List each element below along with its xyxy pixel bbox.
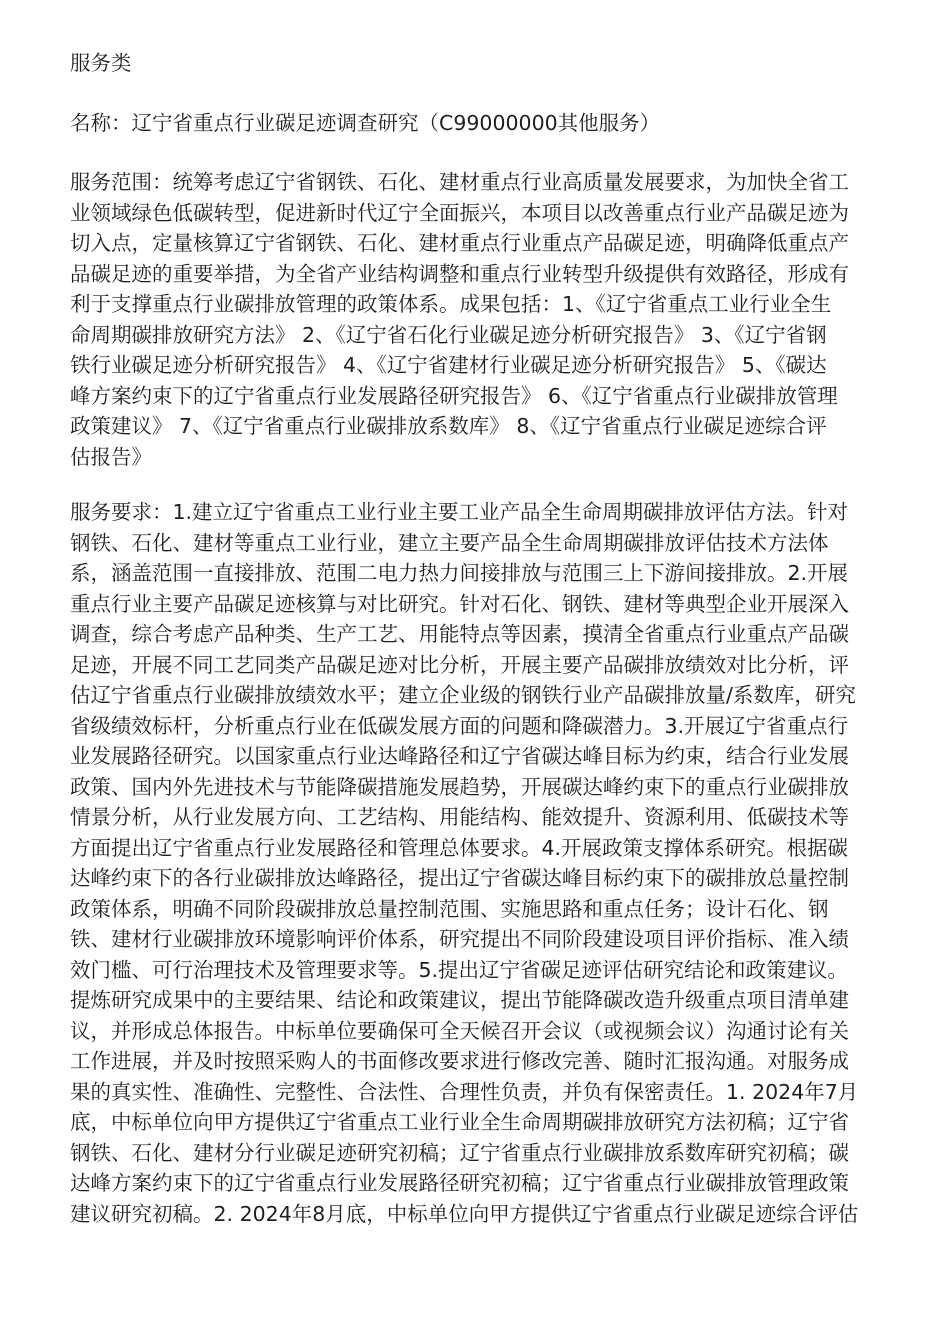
service-requirements-paragraph [70,497,880,1229]
service-requirements-line: 钢铁、石化、建材等重点工业行业，建立主要产品全生命周期碳排放评估技术方法体 [70,530,829,555]
service-requirements-line: 情景分析，从行业发展方向、工艺结构、用能结构、能效提升、资源利用、低碳技术等 [70,805,849,829]
service-requirements-line: 提炼研究成果中的主要结果、结论和政策建议，提出节能降碳改造升级重点项目清单建 [70,988,849,1012]
service-requirements-line: 铁、建材行业碳排放环境影响评价体系，研究提出不同阶段建设项目评价指标、准入绩 [70,927,849,951]
service-requirements-line: 服务要求：1.建立辽宁省重点工业行业主要工业产品全生命周期碳排放评估方法。针对 [70,500,849,524]
service-scope-line: 命周期碳排放研究方法》 2、《辽宁省石化行业碳足迹分析研究报告》 3、《辽宁省钢 [70,322,827,347]
service-requirements-line: 钢铁、石化、建材分行业碳足迹研究初稿；辽宁省重点行业碳排放系数库研究初稿；碳 [70,1140,849,1165]
service-requirements-line: 底，中标单位向甲方提供辽宁省重点工业行业全生命周期碳排放研究方法初稿；辽宁省 [70,1110,849,1134]
service-requirements-line: 果的真实性、准确性、完整性、合法性、合理性负责，并负有保密责任。1. 2024年7月 [70,1079,859,1104]
service-scope-line: 估报告》 [70,444,152,469]
service-requirements-line: 议，并形成总体报告。中标单位要确保可全天候召开会议（或视频会议）沟通讨论有关 [70,1018,849,1043]
service-requirements-line: 工作进展，并及时按照采购人的书面修改要求进行修改完善、随时汇报沟通。对服务成 [70,1049,849,1073]
service-scope-line: 品碳足迹的重要举措，为全省产业结构调整和重点行业转型升级提供有效路径，形成有 [70,261,849,286]
service-requirements-line: 达峰方案约束下的辽宁省重点行业发展路径研究初稿；辽宁省重点行业碳排放管理政策 [70,1171,849,1195]
service-requirements-line: 足迹，开展不同工艺同类产品碳足迹对比分析，开展主要产品碳排放绩效对比分析，评 [70,652,849,677]
service-scope-line: 政策建议》 7、《辽宁省重点行业碳排放系数库》 8、《辽宁省重点行业碳足迹综合评 [70,414,827,438]
service-scope-line: 峰方案约束下的辽宁省重点行业发展路径研究报告》 6、《辽宁省重点行业碳排放管理 [70,383,838,408]
service-requirements-line: 政策、国内外先进技术与节能降碳措施发展趋势，开展碳达峰约束下的重点行业碳排放 [70,774,849,799]
service-requirements-line: 省级绩效标杆，分析重点行业在低碳发展方面的问题和降碳潜力。3.开展辽宁省重点行 [70,713,849,738]
service-scope-line: 切入点，定量核算辽宁省钢铁、石化、建材重点行业重点产品碳足迹，明确降低重点产 [70,231,849,255]
paragraph-gap [70,472,880,497]
service-requirements-line: 业发展路径研究。以国家重点行业达峰路径和辽宁省碳达峰目标为约束，结合行业发展 [70,744,849,768]
service-scope-line: 铁行业碳足迹分析研究报告》 4、《辽宁省建材行业碳足迹分析研究报告》 5、《碳达 [70,353,827,377]
service-requirements-line: 效门槛、可行治理技术及管理要求等。5.提出辽宁省碳足迹评估研究结论和政策建议。 [70,957,849,982]
service-requirements-line: 政策体系，明确不同阶段碳排放总量控制范围、实施思路和重点任务；设计石化、钢 [70,896,829,921]
service-requirements-line: 达峰约束下的各行业碳排放达峰路径，提出辽宁省碳达峰目标约束下的碳排放总量控制 [70,866,849,890]
service-requirements-line: 调查，综合考虑产品种类、生产工艺、用能特点等因素，摸清全省重点行业重点产品碳 [70,622,849,646]
service-scope-paragraph [70,167,880,472]
service-scope-line: 业领域绿色低碳转型，促进新时代辽宁全面振兴，本项目以改善重点行业产品碳足迹为 [70,200,849,225]
category-heading: 服务类 [70,51,132,75]
service-requirements-line: 方面提出辽宁省重点行业发展路径和管理总体要求。4.开展政策支撑体系研究。根据碳 [70,835,849,860]
service-scope-line: 利于支撑重点行业碳排放管理的政策体系。成果包括：1、《辽宁省重点工业行业全生 [70,292,832,316]
service-requirements-line: 系，涵盖范围一直接排放、范围二电力热力间接排放与范围三上下游间接排放。2.开展 [70,561,849,585]
service-scope-line: 服务范围：统筹考虑辽宁省钢铁、石化、建材重点行业高质量发展要求，为加快全省工 [70,170,849,194]
project-name: 名称：辽宁省重点行业碳足迹调查研究（C99000000其他服务） [70,110,661,135]
service-requirements-line: 建议研究初稿。2. 2024年8月底，中标单位向甲方提供辽宁省重点行业碳足迹综合评估 [70,1201,859,1226]
service-requirements-line: 估辽宁省重点行业碳排放绩效水平；建立企业级的钢铁行业产品碳排放量/系数库，研究 [70,683,856,707]
service-requirements-line: 重点行业主要产品碳足迹核算与对比研究。针对石化、钢铁、建材等典型企业开展深入 [70,591,849,616]
